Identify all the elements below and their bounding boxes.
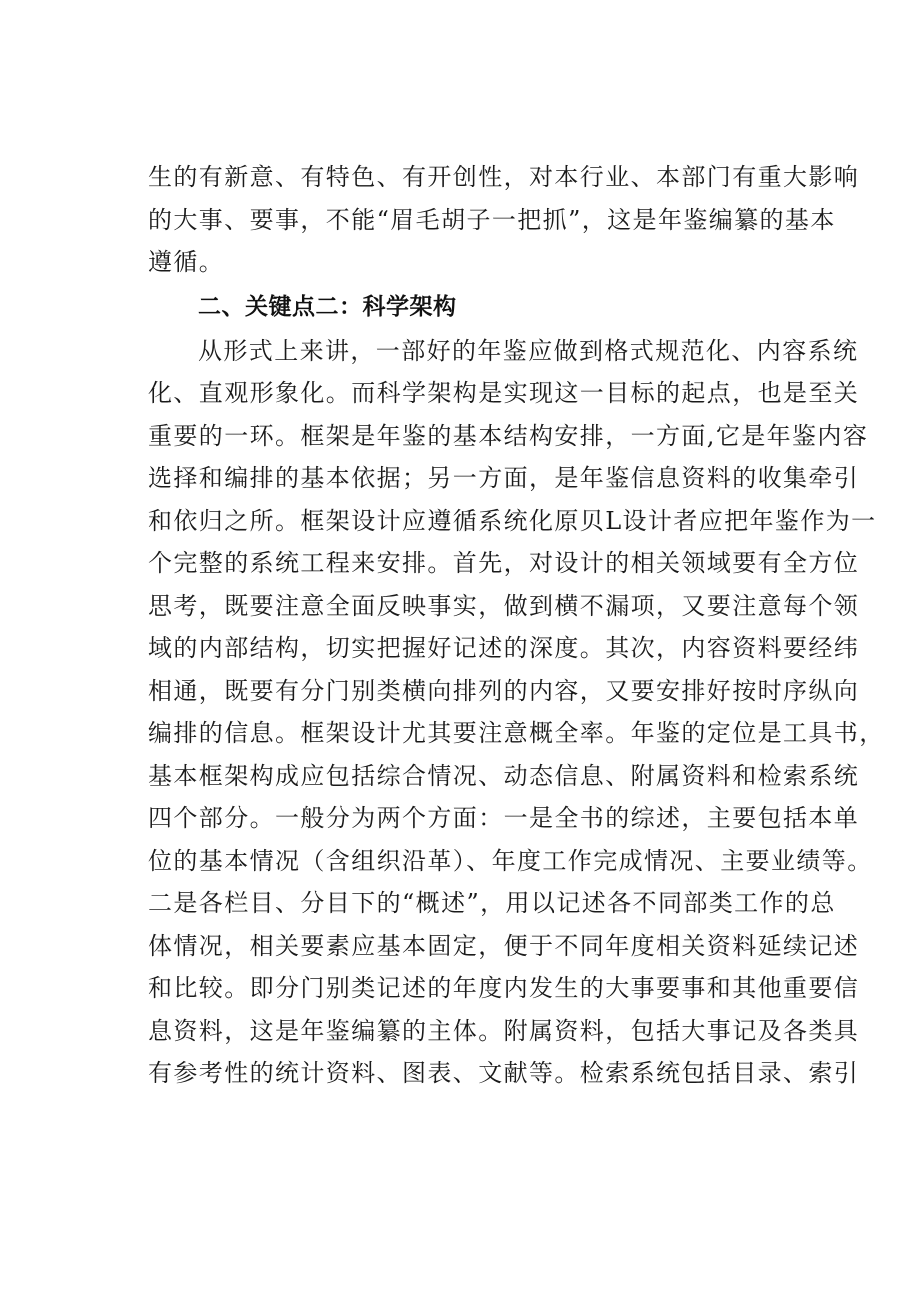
body-line-13: 位的基本情况（含组织沿革）、年度工作完成情况、主要业绩等。 (148, 846, 873, 875)
body-line-9: 相通，既要有分门别类横向排列的内容，又要安排好按时序纵向 (148, 676, 860, 705)
body-line-3: 重要的一环。框架是年鉴的基本结构安排，一方面,它是年鉴内容 (148, 421, 869, 450)
intro-line-2: 的大事、要事，不能“眉毛胡子一把抓”，这是年鉴编纂的基本 (148, 205, 836, 234)
body-line-6: 个完整的系统工程来安排。首先，对设计的相关领域要有全方位 (148, 549, 860, 577)
body-line-10: 编排的信息。框架设计尤其要注意概全率。年鉴的定位是工具书， (148, 719, 885, 747)
intro-line-1: 生的有新意、有特色、有开创性，对本行业、本部门有重大影响 (148, 163, 860, 191)
body-line-4: 选择和编排的基本依据；另一方面，是年鉴信息资料的收集牵引 (148, 464, 860, 492)
section-heading: 二、关键点二：科学架构 (198, 293, 457, 320)
document-body (148, 156, 885, 1095)
body-line-1: 从形式上来讲，一部好的年鉴应做到格式规范化、内容系统 (198, 336, 859, 365)
body-line-17: 息资料，这是年鉴编纂的主体。附属资料，包括大事记及各类具 (148, 1016, 860, 1045)
intro-line-3: 遵循。 (148, 248, 225, 276)
body-line-15: 体情况，相关要素应基本固定，便于不同年度相关资料延续记述 (148, 931, 860, 960)
body-line-16: 和比较。即分门别类记述的年度内发生的大事要事和其他重要信 (148, 974, 860, 1002)
body-line-8: 域的内部结构，切实把握好记述的深度。其次，内容资料要经纬 (148, 634, 860, 662)
body-line-11: 基本框架构成应包括综合情况、动态信息、附属资料和检索系统 (148, 761, 860, 790)
body-line-14: 二是各栏目、分目下的“概述”，用以记述各不同部类工作的总 (148, 889, 836, 917)
body-line-7: 思考，既要注意全面反映事实，做到横不漏项，又要注意每个领 (148, 591, 860, 620)
body-line-18: 有参考性的统计资料、图表、文献等。检索系统包括目录、索引 (148, 1059, 860, 1087)
body-line-5: 和依归之所。框架设计应遵循系统化原贝L设计者应把年鉴作为一 (148, 506, 877, 535)
body-line-12: 四个部分。一般分为两个方面：一是全书的综述，主要包括本单 (148, 804, 860, 832)
body-line-2: 化、直观形象化。而科学架构是实现这一目标的起点，也是至关 (148, 379, 860, 407)
